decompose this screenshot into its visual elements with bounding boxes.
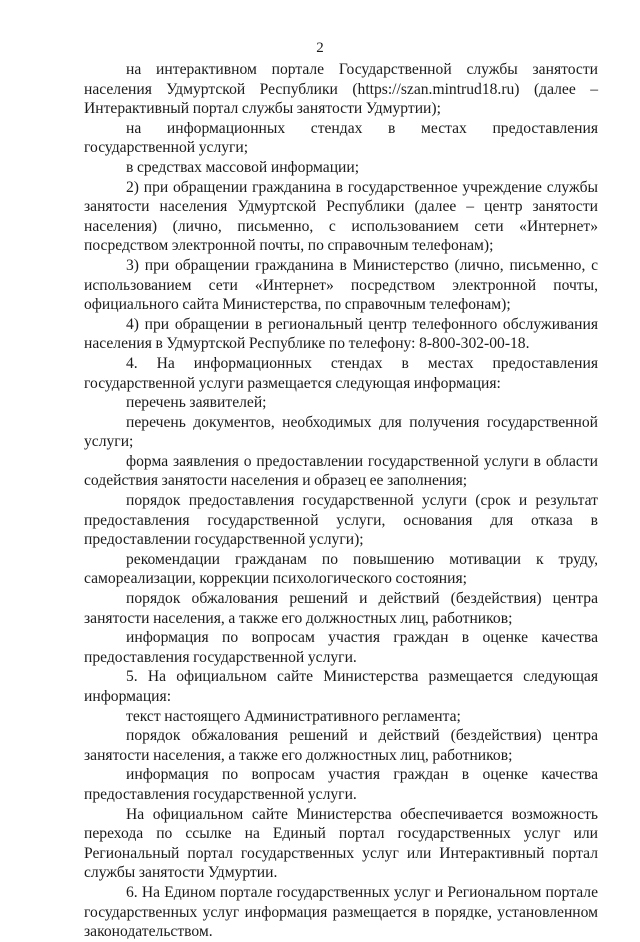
paragraph-item-2: 2) при обращении гражданина в государственное учреждение службы занятости населения Удмуртской Республики (далее – центр занятости населения) (лично, письменно, с использованием сети «Интернет» посредством электронной почты, по справочным телефонам); (84, 178, 598, 255)
list-item-documents: перечень документов, необходимых для получения государственной услуги; (84, 413, 598, 451)
paragraph-info-stands: на информационных стендах в местах предоставления государственной услуги; (84, 119, 598, 157)
list-item-recommendations: рекомендации гражданам по повышению мотивации к труду, самореализации, коррекции психологического состояния; (84, 550, 598, 588)
paragraph-mass-media: в средствах массовой информации; (126, 158, 360, 176)
list-item-applicants: перечень заявителей; (126, 394, 267, 412)
list-item-appeal-procedure: порядок обжалования решений и действий (бездействия) центра занятости населения, а также его должностных лиц, работников; (84, 590, 598, 627)
paragraph-section-6: 6. На Едином портале государственных услуг и Региональном портале государственных услуг информация размещается в порядке, установленном законодательством. (84, 883, 598, 941)
list-item-regulation-text: текст настоящего Административного регламента; (126, 707, 461, 725)
paragraph-item-3: 3) при обращении гражданина в Министерство (лично, письменно, с использованием сети «Интернет» посредством электронной почты, официального сайта Министерства, по справочным телефонам); (84, 256, 598, 314)
paragraph-interactive-portal: на интерактивном портале Государственной службы занятости населения Удмуртской Республики (https://szan.mintrud18.ru) (далее – Интерактивный портал службы занятости Удмуртии); (84, 61, 598, 118)
document-body (84, 60, 598, 942)
paragraph-portal-links: На официальном сайте Министерства обеспечивается возможность перехода по ссылке на Единый портал государственных услуг или Региональный портал государственных услуг или Интерактивный портал службы занятости Удмуртии. (84, 805, 598, 882)
list-item-appeal-procedure-site: порядок обжалования решений и действий (бездействия) центра занятости населения, а также его должностных лиц, работников; (84, 727, 598, 764)
list-item-procedure: порядок предоставления государственной услуги (срок и результат предоставления государственной услуги, основания для отказа в предоставлении государственной услуги); (84, 492, 598, 549)
list-item-application-form: форма заявления о предоставлении государственной услуги в области содействия занятости населения и образец ее заполнения; (84, 452, 598, 490)
paragraph-section-4: 4. На информационных стендах в местах предоставления государственной услуги размещается следующая информация: (84, 354, 598, 392)
page-number: 2 (316, 40, 324, 56)
list-item-quality-assessment: информация по вопросам участия граждан в оценке качества предоставления государственной услуги. (84, 629, 598, 666)
paragraph-section-5: 5. На официальном сайте Министерства размещается следующая информация: (84, 668, 598, 705)
list-item-quality-assessment-site: информация по вопросам участия граждан в оценке качества предоставления государственной услуги. (84, 766, 598, 803)
paragraph-item-4: 4) при обращении в региональный центр телефонного обслуживания населения в Удмуртской Республике по телефону: 8-800-302-00-18. (84, 315, 598, 353)
